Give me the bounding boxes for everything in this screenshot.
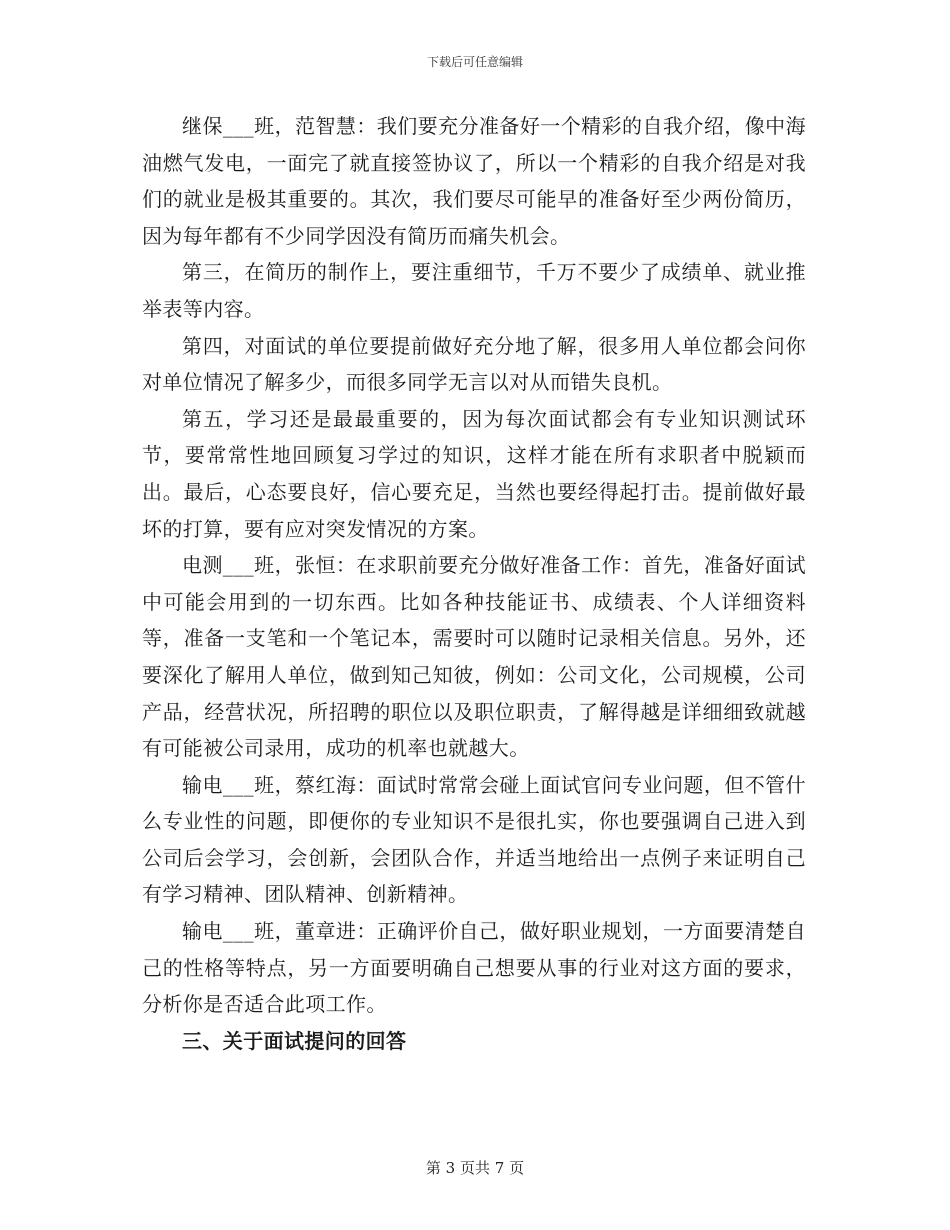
paragraph-fourth-point: 第四，对面试的单位要提前做好充分地了解，很多用人单位都会问你对单位情况了解多少，而很多同学无言以对从而错失良机。	[142, 333, 806, 395]
page-number: 第 3 页共 7 页	[425, 1159, 525, 1177]
paragraph-dong-zhangjin: 输电___班，董章进：正确评价自己，做好职业规划，一方面要清楚自己的性格等特点，另一方面要明确自己想要从事的行业对这方面的要求，分析你是否适合此项工作。	[142, 919, 806, 1017]
paragraph-fifth-point: 第五，学习还是最最重要的，因为每次面试都会有专业知识测试环节，要常常性地回顾复习学过的知识，这样才能在所有求职者中脱颖而出。最后，心态要良好，信心要充足，当然也要经得起打击。提前做好最坏的打算，要有应对突发情况的方案。	[142, 406, 806, 541]
paragraph-third-point: 第三，在简历的制作上，要注重细节，千万不要少了成绩单、就业推举表等内容。	[142, 260, 806, 321]
section-heading: 三、关于面试提问的回答	[182, 1028, 407, 1053]
paragraph-fan-zhihui: 继保___班，范智慧：我们要充分准备好一个精彩的自我介绍，像中海油燃气发电，一面完了就直接签协议了，所以一个精彩的自我介绍是对我们的就业是极其重要的。其次，我们要尽可能早的准备好至少两份简历，因为每年都有不少同学因没有简历而痛失机会。	[142, 114, 806, 248]
paragraph-cai-honghai: 输电___班，蔡红海：面试时常常会碰上面试官问专业问题，但不管什么专业性的问题，即便你的专业知识不是很扎实，你也要强调自己进入到公司后会学习，会创新，会团队合作，并适当地给出一点例子来证明自己有学习精神、团队精神、创新精神。	[142, 772, 806, 907]
paragraph-zhang-heng: 电测___班，张恒：在求职前要充分做好准备工作：首先，准备好面试中可能会用到的一切东西。比如各种技能证书、成绩表、个人详细资料等，准备一支笔和一个笔记本，需要时可以随时记录相关信息。另外，还要深化了解用人单位，做到知己知彼，例如：公司文化，公司规模，公司产品，经营状况，所招聘的职位以及职位职责，了解得越是详细细致就越有可能被公司录用，成功的机率也就越大。	[142, 553, 806, 761]
document-body	[142, 108, 806, 1059]
page-header: 下载后可任意编辑	[426, 55, 523, 69]
